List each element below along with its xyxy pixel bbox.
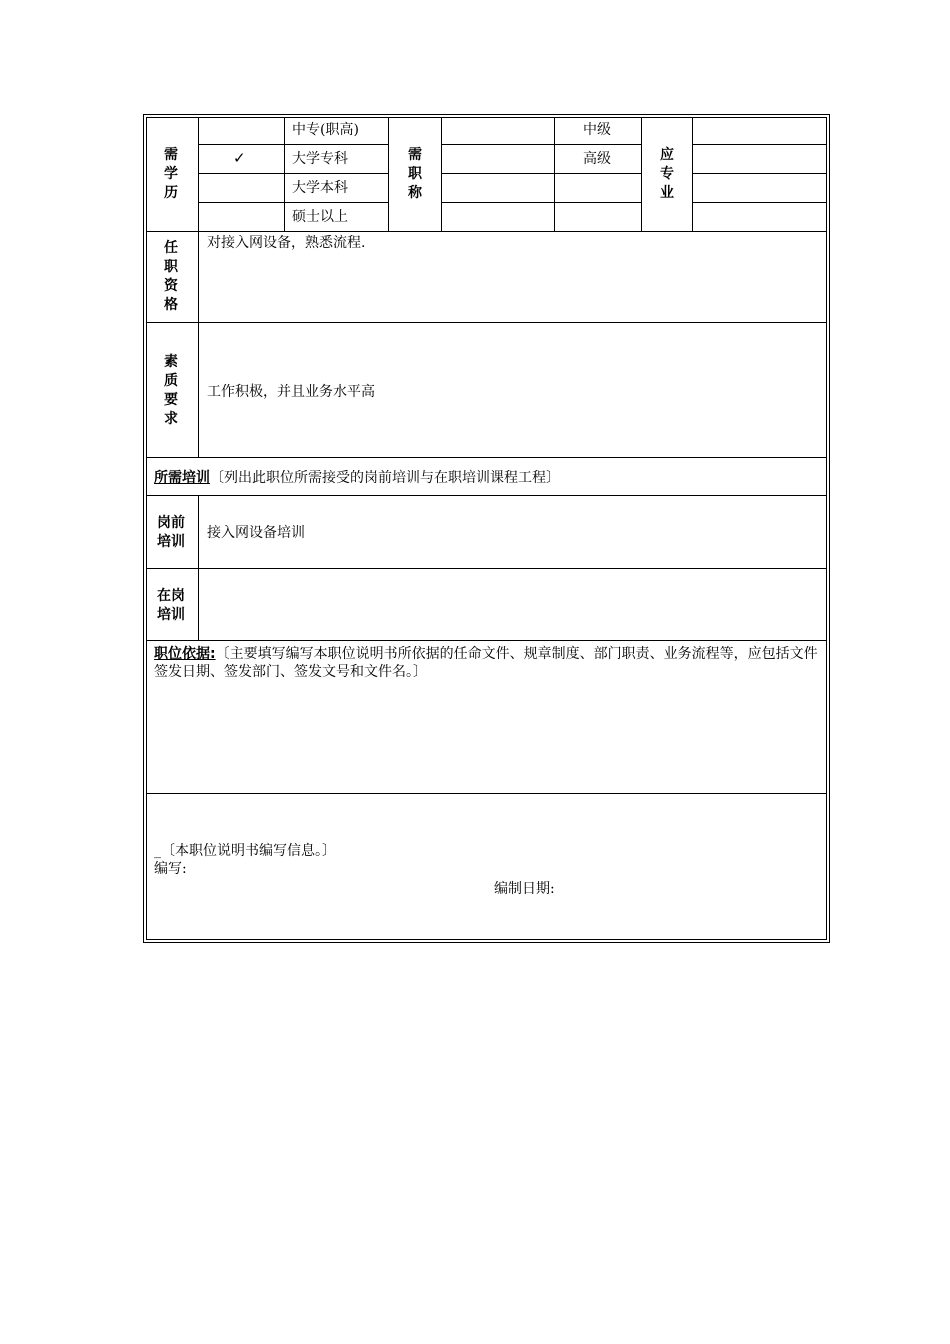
training-header-note: 〔列出此职位所需接受的岗前培训与在职培训课程工程〕: [210, 470, 560, 486]
education-label-char: 需: [164, 147, 178, 163]
job-description-form: [143, 114, 830, 943]
quality-label-char: 素: [164, 354, 178, 370]
position-basis-label: 职位依据:: [154, 646, 216, 662]
major-label: [657, 146, 677, 203]
pre-job-training-label: [154, 514, 188, 552]
on-job-training-label-line: 培训: [157, 607, 185, 623]
major-label-char: 专: [660, 166, 674, 182]
training-header: [154, 469, 560, 487]
position-basis-text: 〔主要填写编写本职位说明书所依据的任命文件、规章制度、部门职责、业务流程等，应包括文件签发日期、签发部门、签发文号和文件名。〕: [154, 646, 818, 680]
pre-job-training-text: 接入网设备培训: [207, 525, 305, 541]
education-option-shuoshi: 硕士以上: [292, 209, 348, 225]
on-job-training-label-line: 在岗: [157, 588, 185, 604]
qualification-label-char: 资: [164, 278, 178, 294]
qualification-label-char: 职: [164, 259, 178, 275]
pre-job-training-label-line: 培训: [157, 534, 185, 550]
compile-date-label: 编制日期:: [494, 881, 555, 897]
title-label-char: 职: [408, 166, 422, 182]
author-info-underscore: _: [154, 843, 161, 859]
position-basis: [154, 645, 822, 681]
title-label-char: 需: [408, 147, 422, 163]
major-label-char: 业: [660, 185, 674, 201]
education-option-benke: 大学本科: [292, 180, 348, 196]
education-option-zhuanke: 大学专科: [292, 151, 348, 167]
title-label-char: 称: [408, 185, 422, 201]
quality-text: 工作积极，并且业务水平高: [207, 384, 375, 400]
qualification-text: 对接入网设备，熟悉流程.: [207, 235, 366, 251]
education-label: [161, 146, 181, 203]
quality-label-char: 要: [164, 392, 178, 408]
education-option-zhongzhuan: 中专(职高): [292, 122, 359, 138]
author-info-line: [154, 842, 336, 860]
author-info-note: 〔本职位说明书编写信息。〕: [161, 843, 336, 859]
qualification-label: [161, 239, 181, 315]
on-job-training-label: [154, 587, 188, 625]
title-label: [405, 146, 425, 203]
education-check-mark: ✓: [233, 149, 246, 167]
education-label-char: 学: [164, 166, 178, 182]
education-label-char: 历: [164, 185, 178, 201]
quality-label: [161, 353, 181, 429]
qualification-label-char: 任: [164, 240, 178, 256]
quality-label-char: 质: [164, 373, 178, 389]
title-level-zhongji: 中级: [583, 122, 611, 138]
qualification-label-char: 格: [164, 297, 178, 313]
major-label-char: 应: [660, 147, 674, 163]
training-header-label: 所需培训: [154, 470, 210, 486]
title-level-gaoji: 高级: [583, 151, 611, 167]
author-label: 编写:: [154, 861, 187, 877]
pre-job-training-label-line: 岗前: [157, 515, 185, 531]
quality-label-char: 求: [164, 411, 178, 427]
